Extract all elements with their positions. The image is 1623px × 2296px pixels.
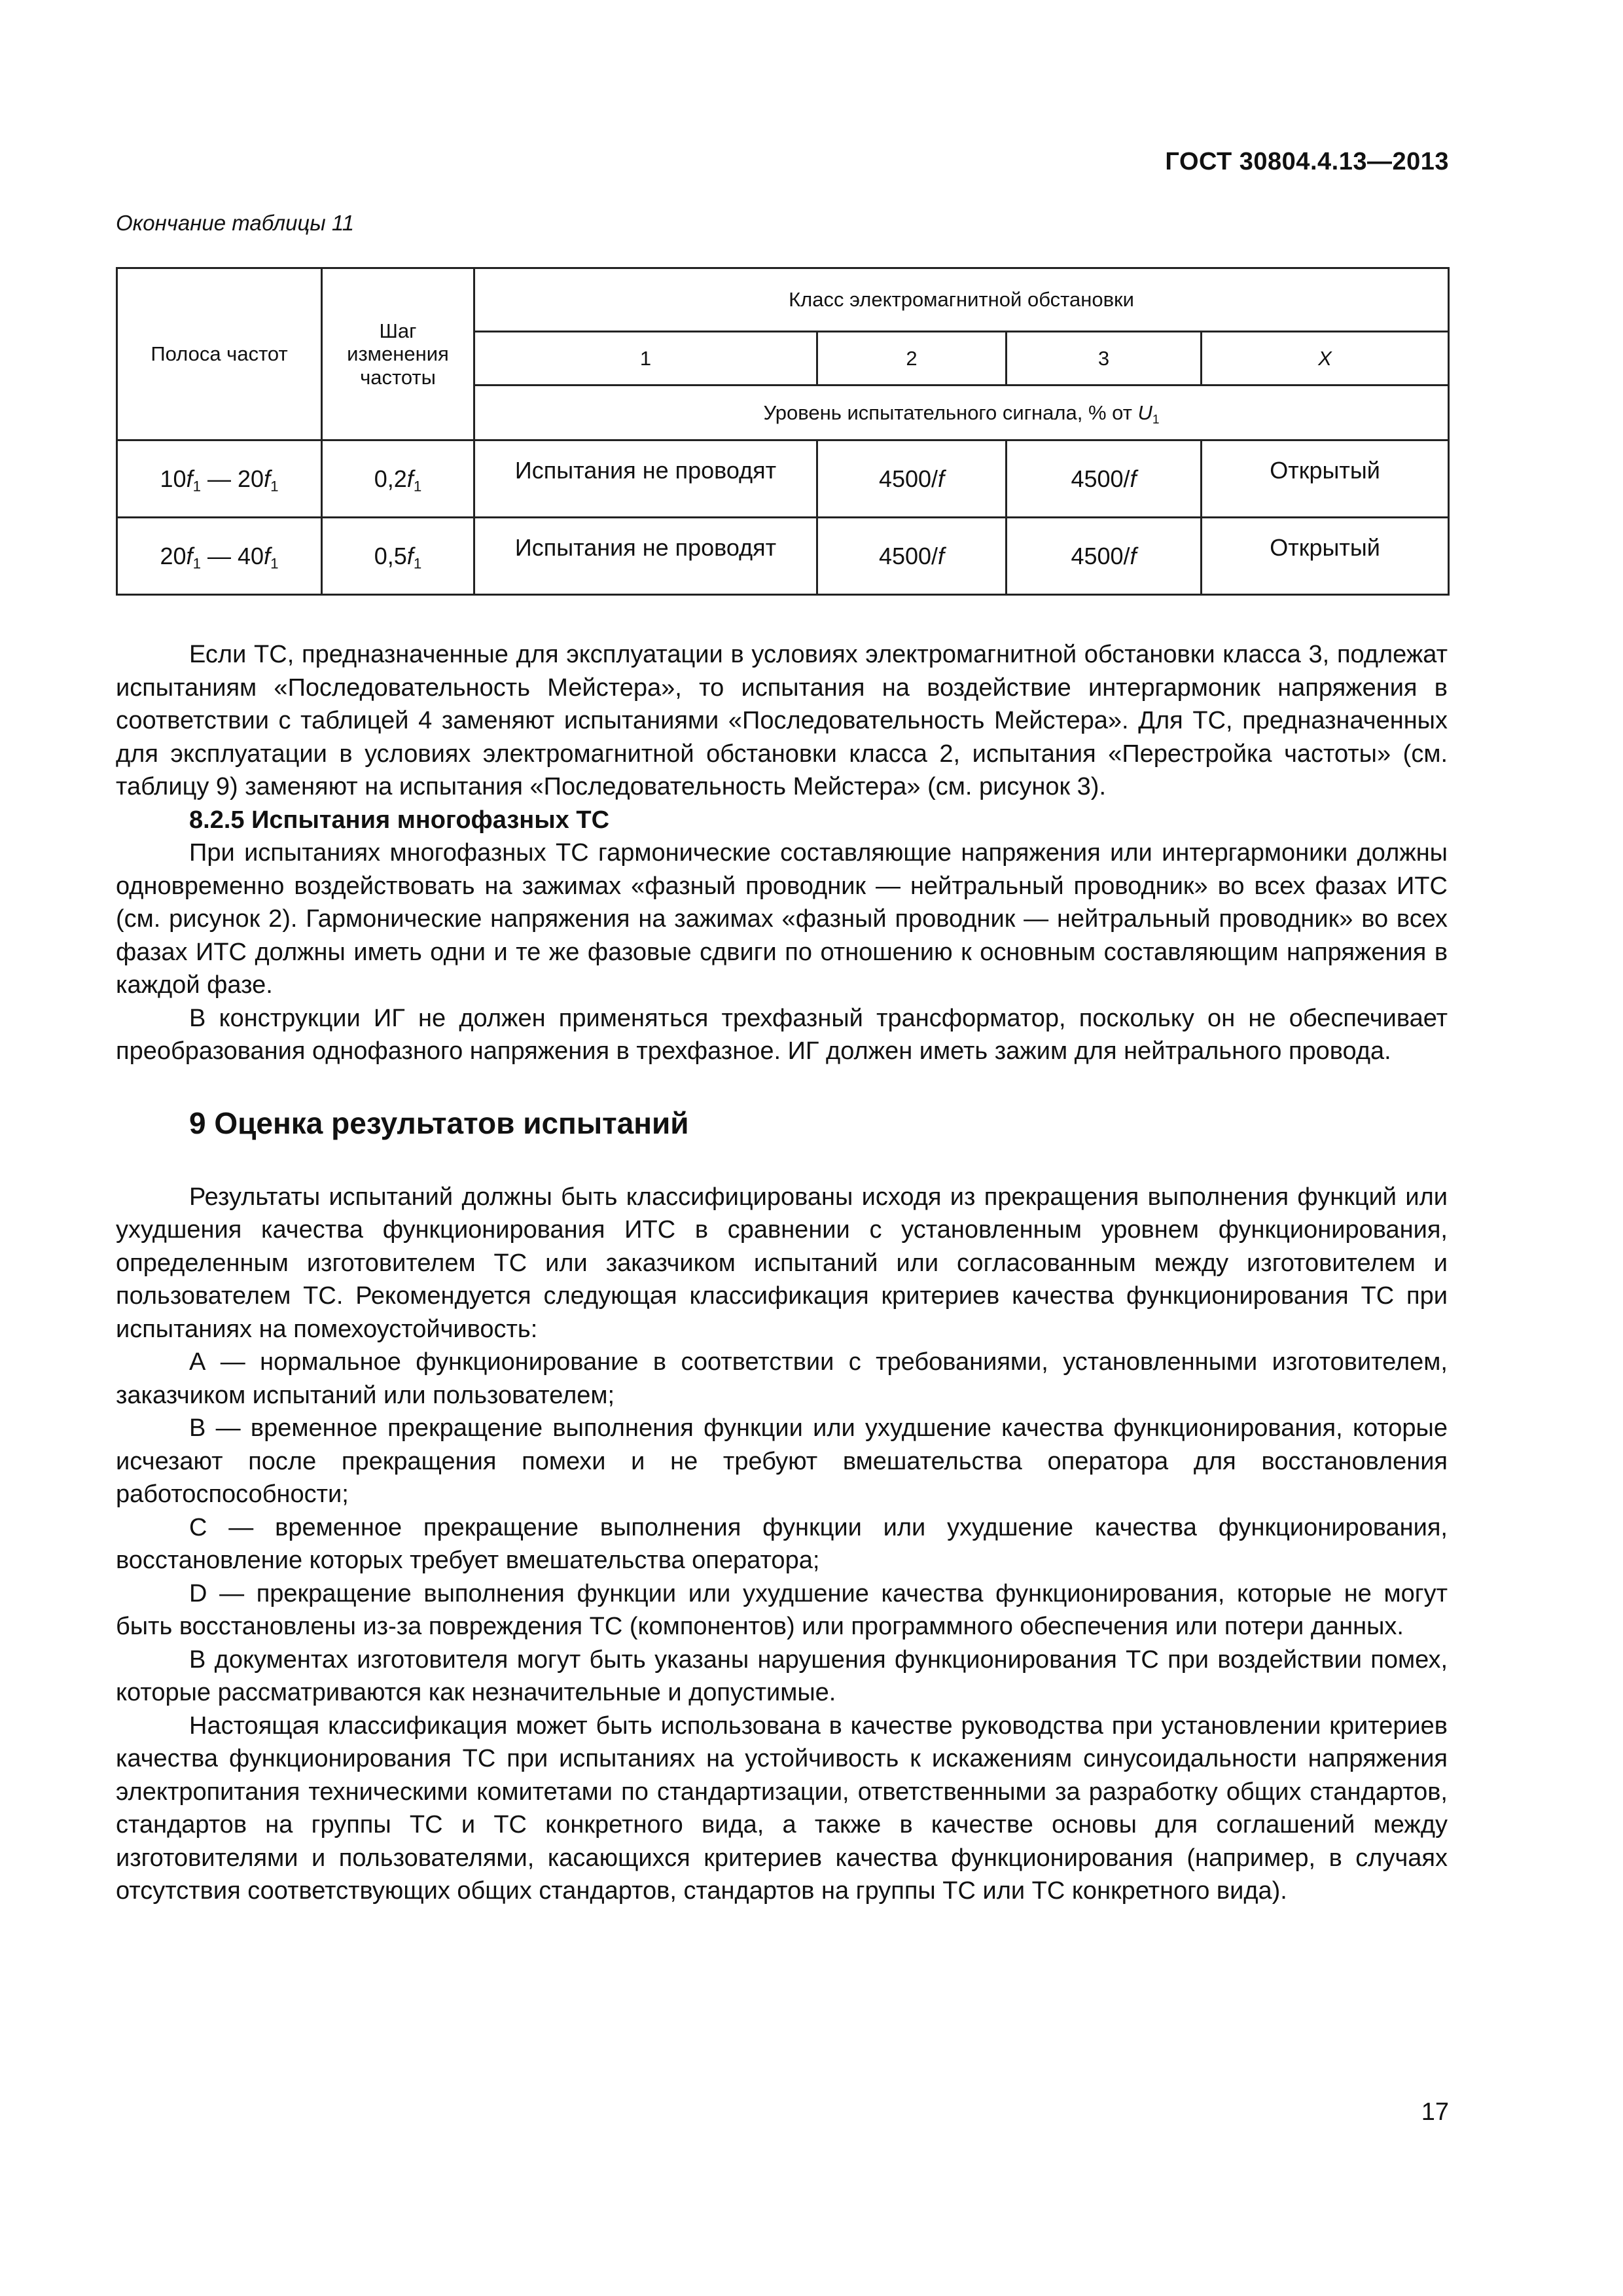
table-row [117, 440, 1449, 518]
band-cell: $20f_1$ — $40f_1$ [117, 518, 322, 595]
class-3: 3 [1007, 332, 1202, 386]
header-band: Полоса частот [117, 268, 322, 440]
table-11-continuation [116, 267, 1450, 596]
criterion-c: С — временное прекращение выполнения функции или ухудшение качества функционирования, восстановление которых требует вмешательства оператора; [116, 1513, 1448, 1574]
paragraph: В конструкции ИГ не должен применяться трехфазный трансформатор, поскольку он не обеспечивает преобразования однофазного напряжения в трехфазное. ИГ должен иметь зажим для нейтрального провода. [116, 1004, 1448, 1065]
classx-cell: Открытый [1202, 440, 1449, 518]
paragraph: Если ТС, предназначенные для эксплуатации в условиях электромагнитной обстановки класса 3, подлежат испытаниям «Последовательность Мейстера», то испытания на воздействие интергармоник напряжения в соответствии с таблицей 4 заменяют испытаниями «Последовательность Мейстера». Для ТС, предназначенных для эксплуатации в условиях электромагнитной обстановки класса 2, испытания «Перестройка частоты» (см. таблицу 9) заменяют на испытания «Последовательность Мейстера» (см. рисунок 3). [116, 641, 1448, 800]
table-caption: Окончание таблицы 11 [116, 211, 355, 235]
paragraph: При испытаниях многофазных ТС гармонические составляющие напряжения или интергармоники должны одновременно воздействовать на зажимах «фазный проводник — нейтральный проводник» во всех фазах ИТС (см. рисунок 2). Гармонические напряжения на зажимах «фазный проводник — нейтральный проводник» во всех фазах ИТС должны иметь одни и те же фазовые сдвиги по отношению к основным составляющим напряжения в каждой фазе. [116, 839, 1448, 999]
body-text [116, 638, 1448, 1908]
class3-cell: 4500/f [1007, 440, 1202, 518]
step-cell: $0,5f_1$ [322, 518, 474, 595]
class-x: X [1202, 332, 1449, 386]
criterion-d: D — прекращение выполнения функции или ухудшение качества функционирования, которые не могут быть восстановлены из-за повреждения ТС (компонентов) или программного обеспечения или потери данных. [116, 1579, 1448, 1640]
header-level: Уровень испытательного сигнала, % от $U_1$ [474, 386, 1449, 440]
criterion-a: А — нормальное функционирование в соответствии с требованиями, установленными изготовителем, заказчиком испытаний или пользователем; [116, 1348, 1448, 1409]
subsection-heading-8-2-5: 8.2.5 Испытания многофазных ТС [189, 806, 610, 834]
paragraph: В документах изготовителя могут быть указаны нарушения функционирования ТС при воздействии помех, которые рассматриваются как незначительные и допустимые. [116, 1645, 1448, 1706]
header-class: Класс электромагнитной обстановки [474, 268, 1449, 332]
paragraph: Результаты испытаний должны быть классифицированы исходя из прекращения выполнения функций или ухудшения качества функционирования ИТС в сравнении с установленным уровнем функционирования, определенным изготовителем ТС или заказчиком испытаний или согласованным между изготовителем и пользователем ТС. Рекомендуется следующая классификация критериев качества функционирования ТС при испытаниях на помехоустойчивость: [116, 1183, 1448, 1343]
class1-cell: Испытания не проводят [474, 440, 817, 518]
class1-cell: Испытания не проводят [474, 518, 817, 595]
paragraph: Настоящая классификация может быть использована в качестве руководства при установлении критериев качества функционирования ТС при испытаниях на устойчивость к искажениям синусоидальности напряжения электропитания техническими комитетами по стандартизации, ответственными за разработку общих стандартов, стандартов на группы ТС и ТС конкретного вида, а также в качестве основы для соглашений между изготовителями и пользователями, касающихся критериев качества функционирования (например, в случаях отсутствия соответствующих общих стандартов, стандартов на группы ТС или ТС конкретного вида). [116, 1712, 1448, 1905]
standard-designation: ГОСТ 30804.4.13—2013 [1165, 148, 1449, 175]
class2-cell: 4500/f [817, 518, 1007, 595]
band-cell: $10f_1$ — $20f_1$ [117, 440, 322, 518]
section-heading-9: 9 Оценка результатов испытаний [189, 1105, 689, 1140]
header-step: Шаг изменения частоты [322, 268, 474, 440]
table-row [117, 518, 1449, 595]
step-cell: $0,2f_1$ [322, 440, 474, 518]
class-1: 1 [474, 332, 817, 386]
class2-cell: 4500/f [817, 440, 1007, 518]
criterion-b: В — временное прекращение выполнения функции или ухудшение качества функционирования, которые исчезают после прекращения помехи и не требуют вмешательства оператора для восстановления работоспособности; [116, 1414, 1448, 1508]
page-number: 17 [1421, 2098, 1449, 2126]
classx-cell: Открытый [1202, 518, 1449, 595]
class3-cell: 4500/f [1007, 518, 1202, 595]
class-2: 2 [817, 332, 1007, 386]
